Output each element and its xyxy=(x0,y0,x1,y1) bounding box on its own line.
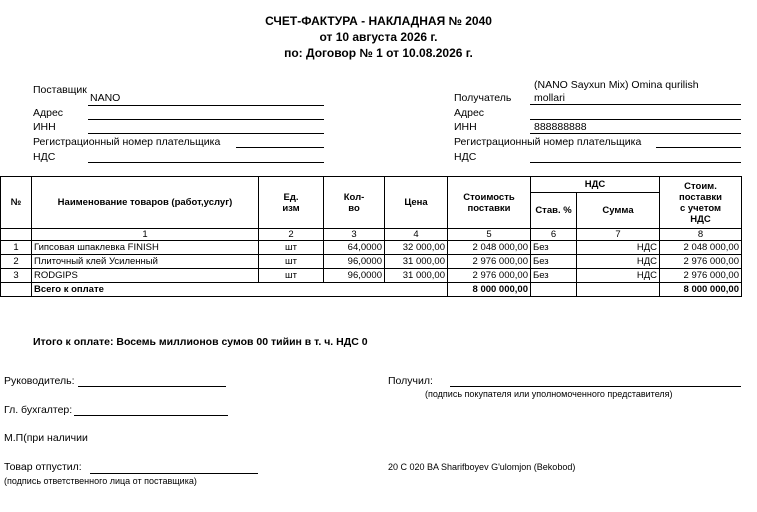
header-total: Стоим. поставки с учетом НДС xyxy=(660,177,742,229)
col-number: 3 xyxy=(324,229,385,241)
row-name: Гипсовая шпаклевка FINISH xyxy=(32,241,259,255)
director-label: Руководитель: xyxy=(4,375,75,387)
buyer-name-line xyxy=(530,104,741,105)
row-cost: 2 976 000,00 xyxy=(448,255,531,269)
invoice-date: от 10 августа 2026 г. xyxy=(319,30,438,44)
row-vat-rate: Без xyxy=(531,241,577,255)
received-label: Получил: xyxy=(388,375,433,387)
supplier-name-line xyxy=(88,105,324,106)
buyer-reg-line xyxy=(656,147,741,148)
header-price: Цена xyxy=(385,177,448,229)
table-row xyxy=(1,269,742,283)
buyer-reg-label: Регистрационный номер плательщика xyxy=(454,136,642,148)
total-with-vat: 8 000 000,00 xyxy=(660,283,742,297)
supplier-vat-label: НДС xyxy=(33,151,56,163)
certificate-text: 20 C 020 BA Sharifboyev G'ulomjon (Bekobod) xyxy=(388,462,576,472)
supplier-label: Поставщик xyxy=(33,84,87,96)
col-number: 8 xyxy=(660,229,742,241)
row-vat-rate: Без xyxy=(531,255,577,269)
accountant-label: Гл. бухгалтер: xyxy=(4,404,73,416)
released-label: Товар отпустил: xyxy=(4,461,82,473)
row-total: 2 976 000,00 xyxy=(660,269,742,283)
buyer-inn-line xyxy=(530,133,741,134)
buyer-address-line xyxy=(530,119,741,120)
row-vat-sum: НДС xyxy=(577,255,660,269)
row-unit: шт xyxy=(259,269,324,283)
row-price: 31 000,00 xyxy=(385,255,448,269)
row-name: RODGIPS xyxy=(32,269,259,283)
header-unit: Ед. изм xyxy=(259,177,324,229)
supplier-vat-line xyxy=(88,162,324,163)
buyer-inn-value: 888888888 xyxy=(534,121,587,133)
row-unit: шт xyxy=(259,255,324,269)
column-number-row xyxy=(1,229,742,241)
invoice-contract: по: Договор № 1 от 10.08.2026 г. xyxy=(284,46,473,60)
total-cost: 8 000 000,00 xyxy=(448,283,531,297)
col-number: 4 xyxy=(385,229,448,241)
row-qty: 96,0000 xyxy=(324,269,385,283)
row-vat-sum: НДС xyxy=(577,269,660,283)
total-in-words: Итого к оплате: Восемь миллионов сумов 00 тийин в т. ч. НДС 0 xyxy=(33,336,368,348)
received-sign-line xyxy=(450,386,741,387)
invoice-table xyxy=(0,176,742,297)
supplier-reg-label: Регистрационный номер плательщика xyxy=(33,136,221,148)
buyer-inn-label: ИНН xyxy=(454,121,477,133)
row-price: 32 000,00 xyxy=(385,241,448,255)
col-number: 2 xyxy=(259,229,324,241)
col-number: 1 xyxy=(32,229,259,241)
row-total: 2 048 000,00 xyxy=(660,241,742,255)
buyer-address-label: Адрес xyxy=(454,107,485,119)
header-num: № xyxy=(1,177,32,229)
row-name: Плиточный клей Усиленный xyxy=(32,255,259,269)
row-vat-rate: Без xyxy=(531,269,577,283)
table-row xyxy=(1,241,742,255)
stamp-label: М.П(при наличии xyxy=(4,432,88,444)
row-total: 2 976 000,00 xyxy=(660,255,742,269)
header-vat: НДС xyxy=(531,177,660,193)
released-sign-line xyxy=(90,473,258,474)
header-cost: Стоимость поставки xyxy=(448,177,531,229)
row-unit: шт xyxy=(259,241,324,255)
invoice-title: СЧЕТ-ФАКТУРА - НАКЛАДНАЯ № 2040 xyxy=(265,14,492,28)
buyer-name-line2: mollari xyxy=(534,92,565,104)
supplier-address-line xyxy=(88,119,324,120)
header-vat-rate: Став. % xyxy=(531,193,577,229)
header-vat-sum: Сумма xyxy=(577,193,660,229)
header-qty: Кол- во xyxy=(324,177,385,229)
released-note: (подпись ответственного лица от поставщика) xyxy=(4,476,197,486)
row-vat-sum: НДС xyxy=(577,241,660,255)
supplier-name: NANO xyxy=(90,92,121,104)
buyer-vat-label: НДС xyxy=(454,151,477,163)
row-num: 1 xyxy=(1,241,32,255)
total-row xyxy=(1,283,742,297)
row-qty: 96,0000 xyxy=(324,255,385,269)
supplier-inn-label: ИНН xyxy=(33,121,56,133)
row-cost: 2 976 000,00 xyxy=(448,269,531,283)
table-row xyxy=(1,255,742,269)
supplier-address-label: Адрес xyxy=(33,107,64,119)
received-note: (подпись покупателя или уполномоченного представителя) xyxy=(425,389,673,399)
buyer-vat-line xyxy=(530,162,741,163)
accountant-sign-line xyxy=(74,415,228,416)
supplier-reg-line xyxy=(236,147,324,148)
buyer-label: Получатель xyxy=(454,92,512,104)
col-number: 7 xyxy=(577,229,660,241)
supplier-inn-line xyxy=(88,133,324,134)
buyer-name-line1: (NANO Sayxun Mix) Omina qurilish xyxy=(534,79,699,91)
row-qty: 64,0000 xyxy=(324,241,385,255)
row-cost: 2 048 000,00 xyxy=(448,241,531,255)
director-sign-line xyxy=(78,386,226,387)
col-number: 6 xyxy=(531,229,577,241)
header-name: Наименование товаров (работ,услуг) xyxy=(32,177,259,229)
row-price: 31 000,00 xyxy=(385,269,448,283)
row-num: 2 xyxy=(1,255,32,269)
col-number: 5 xyxy=(448,229,531,241)
total-label: Всего к оплате xyxy=(32,283,448,297)
row-num: 3 xyxy=(1,269,32,283)
